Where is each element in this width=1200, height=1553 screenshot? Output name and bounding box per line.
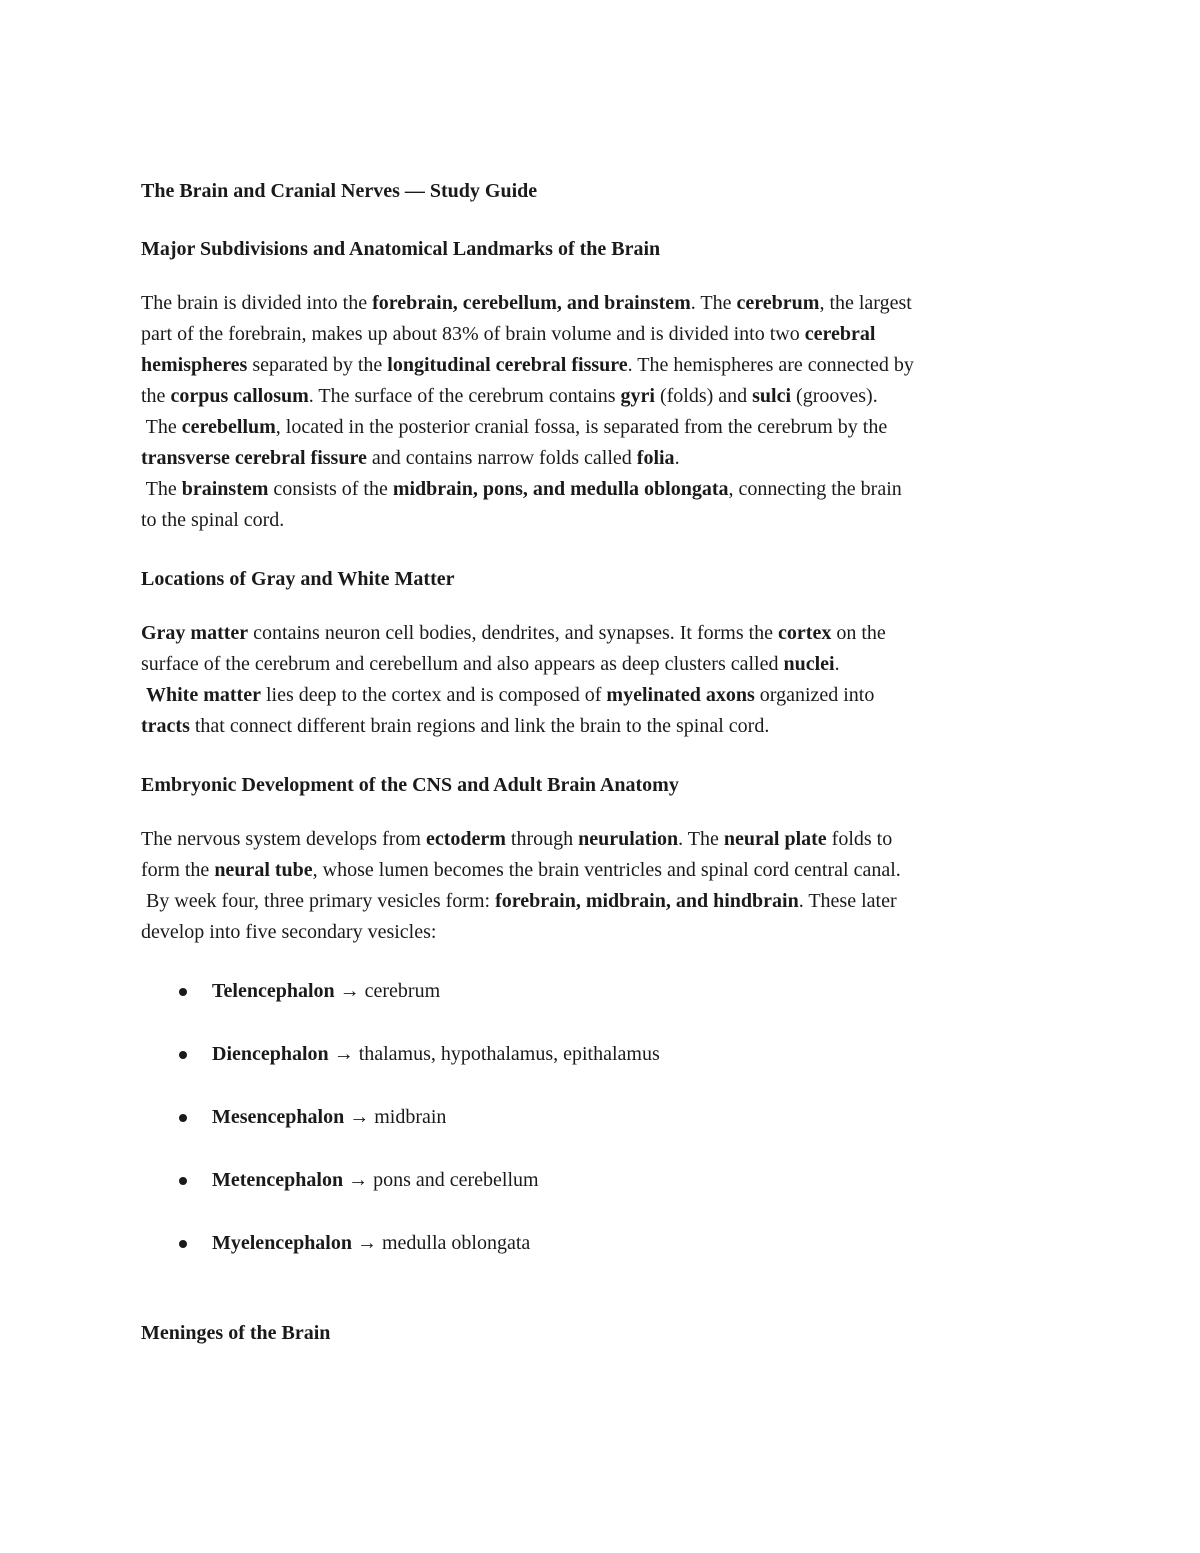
bold-term: cerebrum — [736, 292, 820, 314]
paragraph-line — [141, 886, 1061, 917]
bold-term: cortex — [778, 622, 832, 644]
bold-term: myelinated axons — [606, 684, 755, 706]
text-run: The brain is divided into the — [141, 292, 373, 314]
arrow-glyph: → — [352, 1232, 382, 1254]
text-run: develop into five secondary vesicles: — [141, 921, 437, 943]
paragraph-line — [141, 474, 1061, 505]
text-run: . The — [690, 292, 737, 314]
paragraph-line — [141, 649, 1061, 680]
text-run: to the spinal cord. — [141, 509, 285, 531]
paragraph-line — [141, 505, 1061, 536]
text-run: (grooves). — [791, 385, 878, 407]
text-run: form the — [141, 859, 215, 881]
vesicle-description: cerebrum — [364, 980, 441, 1002]
text-run: the — [141, 385, 171, 407]
vesicle-description: thalamus, hypothalamus, epithalamus — [358, 1043, 660, 1065]
document-body — [141, 234, 1061, 1349]
bold-term: gyri — [620, 385, 655, 407]
bold-term: brainstem — [181, 478, 269, 500]
vesicle-list — [141, 976, 1061, 1259]
text-run: . — [674, 447, 680, 469]
bold-term: tracts — [141, 715, 190, 737]
list-item — [141, 1039, 1061, 1070]
vesicle-description: midbrain — [374, 1106, 447, 1128]
bold-term: forebrain, midbrain, and hindbrain — [495, 890, 799, 912]
vesicle-description: medulla oblongata — [382, 1232, 531, 1254]
bold-term: corpus callosum — [170, 385, 309, 407]
spacer — [141, 1291, 1061, 1318]
vesicle-term: Metencephalon — [212, 1169, 344, 1191]
document-title: The Brain and Cranial Nerves — Study Guide — [141, 180, 538, 202]
bold-term: longitudinal cerebral fissure — [387, 354, 628, 376]
bullet-icon — [179, 1240, 187, 1248]
text-run: The — [141, 478, 182, 500]
paragraph-line — [141, 381, 1061, 412]
bold-term: sulci — [752, 385, 792, 407]
text-run: part of the forebrain, makes up about 83% of brain volume and is divided into two — [141, 323, 805, 345]
section-paragraph — [141, 288, 1061, 536]
paragraph-line — [141, 711, 1061, 742]
bold-term: midbrain, pons, and medulla oblongata — [392, 478, 729, 500]
arrow-glyph: → — [343, 1169, 374, 1191]
text-run: consists of the — [268, 478, 393, 500]
vesicle-term: Mesencephalon — [212, 1106, 345, 1128]
bold-term: folia — [636, 447, 675, 469]
paragraph-line — [141, 917, 1061, 948]
text-run: . The hemispheres are connected by — [627, 354, 914, 376]
text-run: , connecting the brain — [728, 478, 902, 500]
text-run: separated by the — [247, 354, 388, 376]
text-run: (folds) and — [654, 385, 753, 407]
bold-term: neurulation — [578, 828, 679, 850]
vesicle-term: Myelencephalon — [212, 1232, 352, 1254]
arrow-glyph: → — [334, 980, 365, 1002]
text-run: . These later — [798, 890, 897, 912]
section-heading: Embryonic Development of the CNS and Adult Brain Anatomy — [141, 774, 679, 796]
bold-term: Gray matter — [141, 622, 249, 644]
arrow-glyph: → — [344, 1106, 375, 1128]
bold-term: ectoderm — [425, 828, 506, 850]
section-heading: Major Subdivisions and Anatomical Landmarks of the Brain — [141, 238, 661, 260]
bold-term: White matter — [146, 684, 261, 706]
text-run: , the largest — [819, 292, 912, 314]
text-run: organized into — [754, 684, 875, 706]
bold-term: forebrain, cerebellum, and brainstem — [372, 292, 691, 314]
vesicle-term: Diencephalon — [212, 1043, 329, 1065]
section-paragraph — [141, 618, 1061, 742]
paragraph-line — [141, 680, 1061, 711]
text-run: and contains narrow folds called — [366, 447, 637, 469]
text-run: that connect different brain regions and link the brain to the spinal cord. — [189, 715, 770, 737]
list-item — [141, 1228, 1061, 1259]
document-page — [141, 176, 1061, 1372]
bullet-icon — [179, 988, 187, 996]
text-run: surface of the cerebrum and cerebellum and also appears as deep clusters called — [141, 653, 784, 675]
text-run: , located in the posterior cranial fossa, is separated from the cerebrum by the — [275, 416, 888, 438]
paragraph-line — [141, 288, 1061, 319]
bold-term: transverse cerebral fissure — [141, 447, 367, 469]
text-run: By week four, three primary vesicles form: — [141, 890, 496, 912]
text-run: The — [141, 416, 182, 438]
bullet-icon — [179, 1114, 187, 1122]
bold-term: nuclei — [783, 653, 835, 675]
text-run: . — [834, 653, 840, 675]
paragraph-line — [141, 319, 1061, 350]
text-run: on the — [831, 622, 886, 644]
section-paragraph — [141, 824, 1061, 948]
text-run: . The — [678, 828, 724, 850]
bold-term: neural plate — [723, 828, 827, 850]
bold-term: cerebral — [804, 323, 876, 345]
paragraph-line — [141, 443, 1061, 474]
paragraph-line — [141, 412, 1061, 443]
bold-term: cerebellum — [181, 416, 276, 438]
bullet-icon — [179, 1177, 187, 1185]
list-item — [141, 1165, 1061, 1196]
text-run: The nervous system develops from — [141, 828, 426, 850]
text-run: contains neuron cell bodies, dendrites, and synapses. It forms the — [248, 622, 779, 644]
list-item — [141, 1102, 1061, 1133]
text-run: , whose lumen becomes the brain ventricles and spinal cord central canal. — [312, 859, 901, 881]
paragraph-line — [141, 350, 1061, 381]
text-run: folds to — [826, 828, 893, 850]
list-item — [141, 976, 1061, 1007]
arrow-glyph: → — [328, 1043, 359, 1065]
paragraph-line — [141, 855, 1061, 886]
paragraph-line — [141, 824, 1061, 855]
vesicle-description: pons and cerebellum — [373, 1169, 539, 1191]
bullet-icon — [179, 1051, 187, 1059]
bold-term: hemispheres — [141, 354, 248, 376]
bold-term: neural tube — [214, 859, 313, 881]
text-run: lies deep to the cortex and is composed of — [260, 684, 607, 706]
section-heading: Meninges of the Brain — [141, 1322, 331, 1344]
vesicle-term: Telencephalon — [212, 980, 335, 1002]
section-heading: Locations of Gray and White Matter — [141, 568, 455, 590]
paragraph-line — [141, 618, 1061, 649]
text-run: through — [505, 828, 579, 850]
text-run: . The surface of the cerebrum contains — [308, 385, 621, 407]
